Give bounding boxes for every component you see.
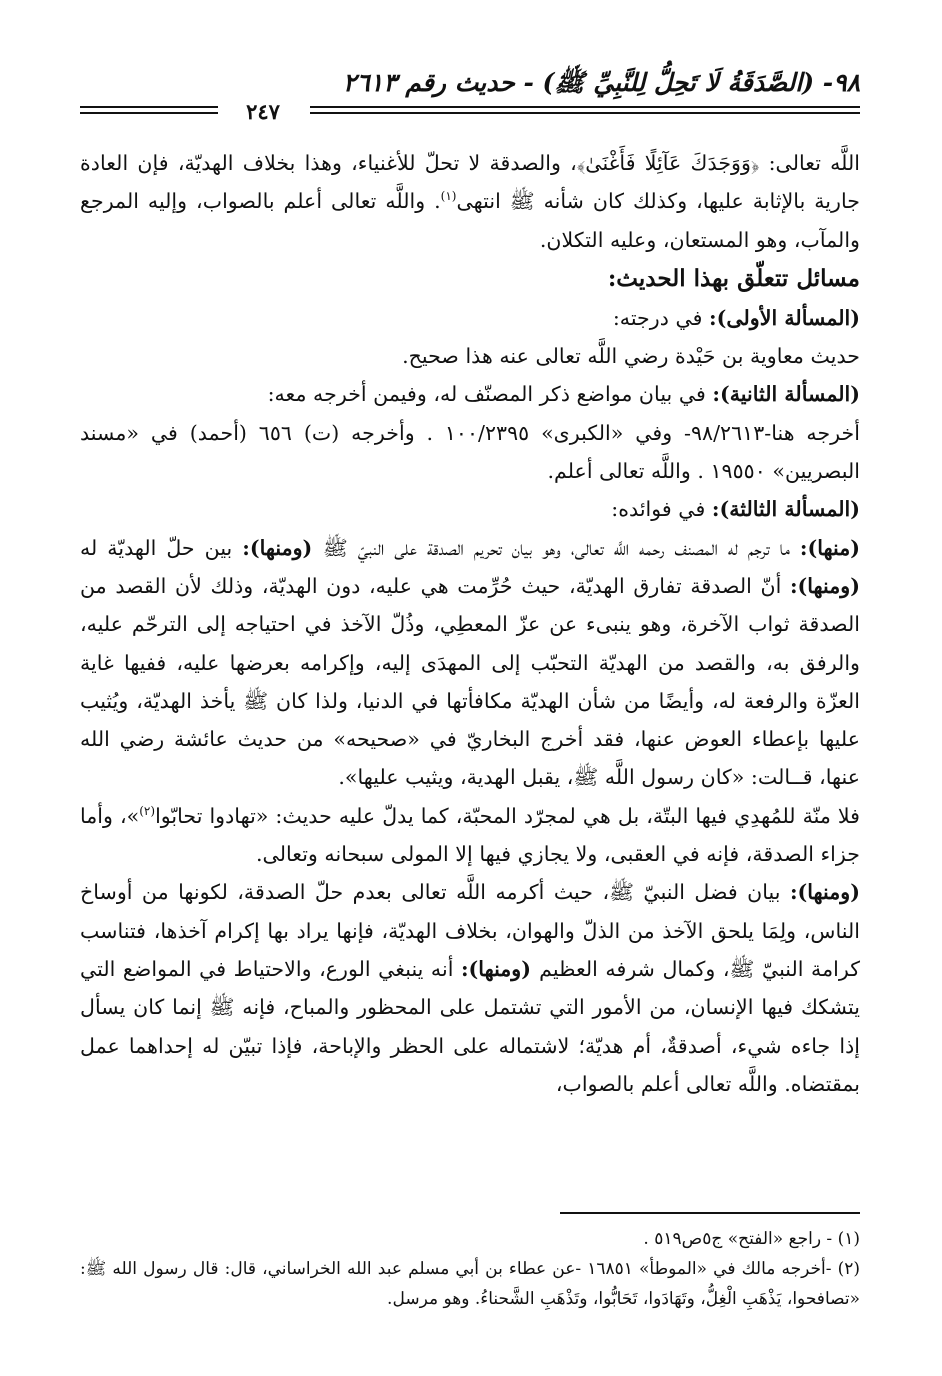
issue-two [80, 375, 860, 413]
footnote-ref: (١) [440, 189, 457, 204]
issue-one-body: حديث معاوية بن حَيْدة رضي اللَّه تعالى عنه هذا صحيح. [402, 344, 860, 369]
benefits-paragraph [80, 529, 860, 797]
text-run: بيان فضل النبيّ ﷺ، حيث أكرمه اللَّه تعالى بعدم حلّ الصدقة، لكونها من أوساخ الناس، ولِمَا يلحق الآخذ من الذلّ والهوان، بخلاف الهديّة، فإنها يراد بها إكرام آخذها، فتناسب كرامة النبيّ ﷺ، وكمال شرفه العظيم [80, 880, 861, 981]
issue-label: (المسألة الثالثة): [711, 497, 860, 522]
footnote-separator [560, 1212, 860, 1214]
benefit-label: (ومنها): [460, 956, 540, 981]
rule-segment [80, 112, 220, 114]
text-run: فلا منّة للمُهدِي فيها البتّة، بل هي لمجرّد المحبّة، كما يدلّ عليه حديث: «تهادوا تحابّوا [155, 803, 860, 828]
footnote: (١) - راجع «الفتح» ج٥ص٥١٩ . [643, 1229, 860, 1249]
footnote: (٢) -أخرجه مالك في «الموطأ» ١٦٨٥١ -عن عطاء بن أبي مسلم عبد الله الخراساني، قال: قال رسول الله ﷺ: «تصافحوا، يَذْهَبِ الْغِلُّ، وتَهَادَوا، تَحَابُّوا، وتَذْهَبِ الشَّحناءُ. وهو مرسل. [80, 1259, 860, 1309]
main-text [80, 144, 860, 1103]
text-run: . واللَّه تعالى أعلم بالصواب، وإليه المرجع والمآب، وهو المستعان، وعليه التكلان. [80, 189, 860, 252]
rule-segment [310, 106, 860, 108]
section-heading: مسائل تتعلّق بهذا الحديث: [607, 264, 860, 292]
benefit-label: (ومنها): [789, 573, 860, 598]
paragraph-intro [80, 144, 860, 259]
text-run: »، وأما جزاء الصدقة، فإنه في العقبى، ولا يجازي فيها إلا المولى سبحانه وتعالى. [80, 803, 860, 867]
text-run: في فوائده: [611, 497, 712, 522]
running-header: ٩٨- (الصَّدَقَةُ لَا تَحِلُّ لِلنَّبِيِّ ﷺ) - حديث رقم ٢٦١٣ [342, 68, 860, 97]
text-run: في درجته: [612, 305, 710, 330]
rule-segment [80, 106, 220, 108]
benefit-label: (ومنها): [789, 880, 860, 905]
issue-label: (المسألة الثانية): [712, 382, 860, 407]
text-run: اللَّه تعالى: ﴿وَوَجَدَكَ عَآئِلًا فَأَغْنَىٰ﴾، والصدقة لا تحلّ للأغنياء، وهذا بخلاف الهديّة، فإن العادة جارية بالإثابة عليها، وكذلك كان شأنه ﷺ انتهى [80, 151, 860, 214]
header-double-rule [80, 104, 860, 118]
text-run: أنه ينبغي الورع، والاحتياط في المواضع التي يتشكك فيها الإنسان، من الأمور التي تشتمل على المحظور والمباح، فإنه ﷺ إنما كان يسأل إذا جاءه شيء، أصدقةٌ، أم هديّة؛ لاشتماله على الحظر والإباحة، فإذا تبيّن له إحداهما عمل بمقتضاه. واللَّه تعالى أعلم بالصواب، [80, 956, 860, 1096]
rule-segment [310, 112, 860, 114]
benefit-label: (منها): [799, 535, 861, 560]
issue-three [80, 490, 860, 528]
issue-label: (المسألة الأولى): [709, 305, 860, 330]
gift-paragraph [80, 797, 860, 874]
text-run: في بيان مواضع ذكر المصنّف له، وفيمن أخرجه معه: [267, 382, 713, 407]
book-page [80, 60, 860, 1350]
text-run: ما ترجم له المصنف رحمه اللَّه تعالى، وهو بيان تحريم الصدقة على النبيّ ﷺ [322, 535, 800, 560]
benefit-label: (ومنها): [242, 535, 323, 560]
issue-one [80, 299, 860, 337]
footnotes [80, 1224, 860, 1314]
issue-two-body: أخرجه هنا-٩٨/٢٦١٣- وفي «الكبرى» ١٠٠/٢٣٩٥ . وأخرجه (ت) ٦٥٦ (أحمد) في «مسند البصريين» ١٩٥٥٠ . واللَّه تعالى أعلم. [80, 420, 860, 484]
page-number: ٢٤٧ [218, 100, 308, 124]
benefits-paragraph-2 [80, 873, 860, 1103]
text-run: أنّ الصدقة تفارق الهديّة، حيث حُرِّمت هي عليه، دون الهديّة، وذلك لأن القصد من الصدقة ثواب الآخرة، وهو ينبىء عن عزّ المعطِي، وذُلّ الآخذ في احتياجه إلى الترحّم عليه، والرفق به، والقصد من الهديّة التحبّب إلى المهدَى إليه، وإكرامه بعرضها عليه، ففيها غاية العزّة والرفعة له، وأيضًا من شأن الهديّة مكافأتها في الدنيا، ولذا كان ﷺ يأخذ الهديّة، ويُثيب عليها بإعطاء العوض عنها، فقد أخرج البخاريّ في «صحيحه» من حديث عائشة رضي الله عنها، قــالت: «كان رسول اللَّه ﷺ، يقبل الهدية، ويثيب عليها». [80, 573, 860, 790]
footnote-ref: (٢) [139, 803, 156, 818]
text-run: بين حلّ الهديّة له [80, 535, 243, 560]
